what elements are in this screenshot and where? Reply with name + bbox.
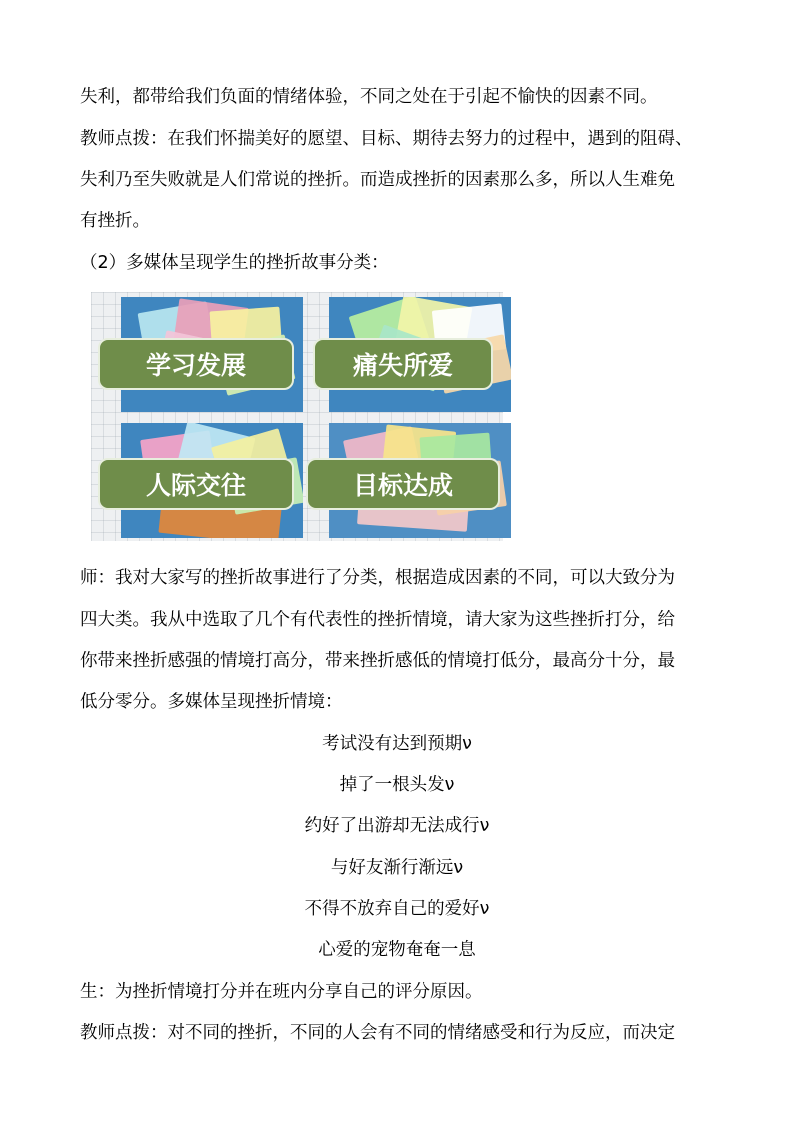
paragraph-line: 有挫折。 [80,211,150,231]
situation-item: 考试没有达到预期ν [322,734,472,754]
category-figure [91,292,503,541]
paragraph-line: 教师点拨：在我们怀揣美好的愿望、目标、期待去努力的过程中，遇到的阻碍、 [80,129,693,149]
paragraph-line: 低分零分。多媒体呈现挫折情境： [80,692,343,712]
situation-item: 心爱的宠物奄奄一息 [318,940,476,960]
situation-item: 约好了出游却无法成行ν [304,816,490,836]
paragraph-line: 师：我对大家写的挫折故事进行了分类，根据造成因素的不同，可以大致分为 [80,568,675,588]
category-label-goal: 目标达成 [306,458,500,510]
paragraph-line: 失利，都带给我们负面的情绪体验，不同之处在于引起不愉快的因素不同。 [80,87,658,107]
category-label-study: 学习发展 [98,338,294,390]
paragraph-line: 教师点拨：对不同的挫折，不同的人会有不同的情绪感受和行为反应，而决定 [80,1023,675,1043]
paragraph-line: （2）多媒体呈现学生的挫折故事分类： [80,253,389,273]
paragraph-line: 失利乃至失败就是人们常说的挫折。而造成挫折的因素那么多，所以人生难免 [80,170,675,190]
situation-item: 掉了一根头发ν [339,775,455,795]
paragraph-line: 你带来挫折感强的情境打高分，带来挫折感低的情境打低分，最高分十分，最 [80,651,675,671]
paragraph-line: 四大类。我从中选取了几个有代表性的挫折情境，请大家为这些挫折打分，给 [80,610,675,630]
paragraph-line: 生：为挫折情境打分并在班内分享自己的评分原因。 [80,982,483,1002]
category-label-relationship: 人际交往 [98,458,294,510]
situation-item: 与好友渐行渐远ν [330,858,464,878]
category-label-loss: 痛失所爱 [313,338,493,390]
situation-item: 不得不放弃自己的爱好ν [304,899,490,919]
